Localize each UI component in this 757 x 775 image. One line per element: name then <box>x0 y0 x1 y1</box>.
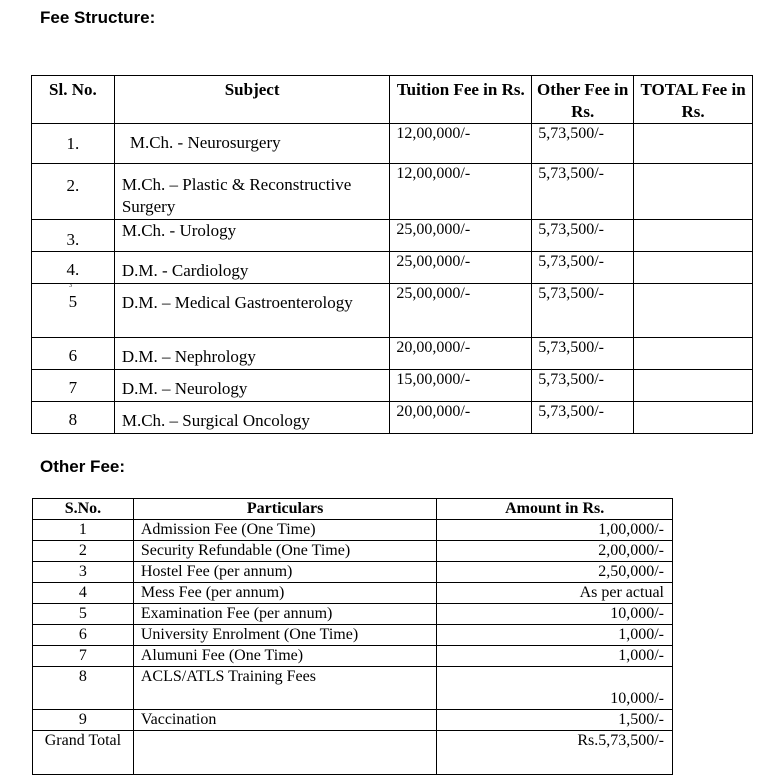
particular-cell: Examination Fee (per annum) <box>133 604 436 625</box>
subject-cell: M.Ch. - Neurosurgery <box>114 124 390 164</box>
particular-cell: Alumuni Fee (One Time) <box>133 646 436 667</box>
table-row <box>32 338 753 370</box>
s-no-cell: 5 <box>33 604 134 625</box>
s-no-cell: 9 <box>33 710 134 731</box>
amount-cell: 1,00,000/- <box>437 520 673 541</box>
particular-cell: Admission Fee (One Time) <box>133 520 436 541</box>
sl-no-cell: 7 <box>32 370 115 402</box>
table-row <box>32 220 753 252</box>
col-header-s-no: S.No. <box>33 499 134 520</box>
tuition-fee-cell: 25,00,000/- <box>390 220 532 252</box>
subject-cell: D.M. – Neurology <box>114 370 390 402</box>
other-fee-cell: 5,73,500/- <box>532 284 634 338</box>
other-fee-cell: 5,73,500/- <box>532 370 634 402</box>
tuition-fee-cell: 25,00,000/- <box>390 284 532 338</box>
total-fee-cell <box>634 124 753 164</box>
sl-no-cell: 8 <box>32 402 115 434</box>
subject-cell: D.M. – Nephrology <box>114 338 390 370</box>
other-fee-cell: 5,73,500/- <box>532 338 634 370</box>
sl-no-cell: 1. <box>32 124 115 164</box>
other-fee-cell: 5,73,500/- <box>532 402 634 434</box>
grand-total-value: Rs.5,73,500/- <box>437 731 673 775</box>
fee-table-header-row <box>32 76 753 124</box>
table-row <box>33 710 673 731</box>
total-fee-cell <box>634 402 753 434</box>
amount-cell: 1,500/- <box>437 710 673 731</box>
fee-structure-heading: Fee Structure: <box>40 8 156 27</box>
other-fee-heading: Other Fee: <box>40 457 126 476</box>
s-no-cell: 7 <box>33 646 134 667</box>
col-header-particulars: Particulars <box>133 499 436 520</box>
tuition-fee-cell: 20,00,000/- <box>390 338 532 370</box>
col-header-amount: Amount in Rs. <box>437 499 673 520</box>
table-row <box>33 520 673 541</box>
col-header-sl-no: Sl. No. <box>32 76 115 124</box>
col-header-tuition-fee: Tuition Fee in Rs. <box>390 76 532 124</box>
particular-cell: ACLS/ATLS Training Fees <box>133 667 436 710</box>
particular-cell: Vaccination <box>133 710 436 731</box>
amount-cell: 1,000/- <box>437 646 673 667</box>
total-fee-cell <box>634 252 753 284</box>
tuition-fee-cell: 12,00,000/- <box>390 164 532 220</box>
particular-cell: Hostel Fee (per annum) <box>133 562 436 583</box>
fee-structure-table <box>31 75 753 434</box>
table-row <box>33 667 673 710</box>
s-no-cell: 6 <box>33 625 134 646</box>
table-row <box>32 402 753 434</box>
total-fee-cell <box>634 164 753 220</box>
total-fee-cell <box>634 284 753 338</box>
col-header-other-fee: Other Fee in Rs. <box>532 76 634 124</box>
table-row <box>33 562 673 583</box>
s-no-cell: 1 <box>33 520 134 541</box>
total-fee-cell <box>634 220 753 252</box>
sl-no-cell: 3. <box>32 220 115 252</box>
particular-cell: Security Refundable (One Time) <box>133 541 436 562</box>
grand-total-label: Grand Total <box>33 731 134 775</box>
table-row <box>32 370 753 402</box>
table-row <box>32 164 753 220</box>
table-row <box>32 284 753 338</box>
subject-cell: M.Ch. – Plastic & Reconstructive Surgery <box>114 164 390 220</box>
subject-cell: D.M. - Cardiology <box>114 252 390 284</box>
s-no-cell: 4 <box>33 583 134 604</box>
amount-cell: 2,00,000/- <box>437 541 673 562</box>
grand-total-row <box>33 731 673 775</box>
s-no-cell: 8 <box>33 667 134 710</box>
table-row <box>33 541 673 562</box>
amount-cell: 10,000/- <box>437 604 673 625</box>
total-fee-cell <box>634 370 753 402</box>
table-row <box>32 252 753 284</box>
amount-cell: 1,000/- <box>437 625 673 646</box>
table-row <box>32 124 753 164</box>
table-row <box>33 646 673 667</box>
tuition-fee-cell: 20,00,000/- <box>390 402 532 434</box>
particular-cell: University Enrolment (One Time) <box>133 625 436 646</box>
other-fee-table <box>32 498 673 775</box>
table-row <box>33 625 673 646</box>
other-fee-cell: 5,73,500/- <box>532 252 634 284</box>
sl-no-cell: 5 <box>32 284 115 338</box>
sl-no-cell: 6 <box>32 338 115 370</box>
col-header-subject: Subject <box>114 76 390 124</box>
tuition-fee-cell: 15,00,000/- <box>390 370 532 402</box>
table-row <box>33 583 673 604</box>
table-row <box>33 604 673 625</box>
subject-cell: M.Ch. – Surgical Oncology <box>114 402 390 434</box>
tuition-fee-cell: 25,00,000/- <box>390 252 532 284</box>
other-fee-header-row <box>33 499 673 520</box>
stray-mark: 3 <box>69 283 72 289</box>
particular-cell: Mess Fee (per annum) <box>133 583 436 604</box>
other-fee-cell: 5,73,500/- <box>532 164 634 220</box>
amount-cell: 10,000/- <box>437 667 673 710</box>
tuition-fee-cell: 12,00,000/- <box>390 124 532 164</box>
sl-no-cell: 4. <box>32 252 115 284</box>
sl-no-cell: 2. <box>32 164 115 220</box>
other-fee-cell: 5,73,500/- <box>532 124 634 164</box>
subject-cell: D.M. – Medical Gastroenterology <box>114 284 390 338</box>
subject-cell: M.Ch. - Urology <box>114 220 390 252</box>
s-no-cell: 3 <box>33 562 134 583</box>
total-fee-cell <box>634 338 753 370</box>
col-header-total-fee: TOTAL Fee in Rs. <box>634 76 753 124</box>
grand-total-empty-cell <box>133 731 436 775</box>
amount-cell: 2,50,000/- <box>437 562 673 583</box>
amount-cell: As per actual <box>437 583 673 604</box>
other-fee-cell: 5,73,500/- <box>532 220 634 252</box>
s-no-cell: 2 <box>33 541 134 562</box>
